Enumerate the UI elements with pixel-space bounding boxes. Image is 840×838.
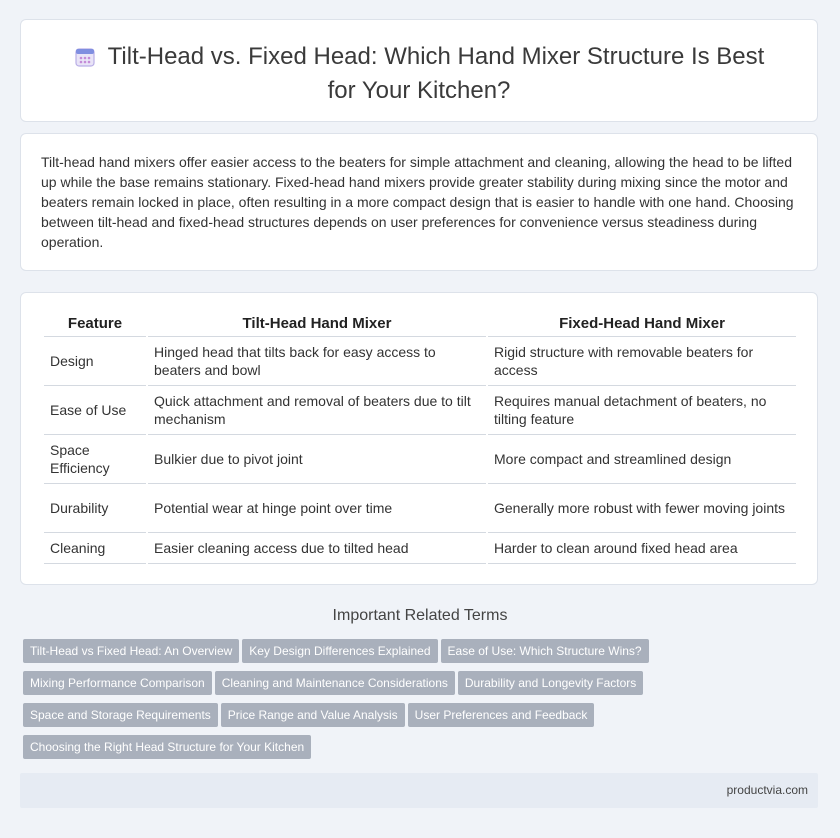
table-row [44, 435, 796, 484]
fixed-head-cell: More compact and streamlined design [488, 435, 796, 484]
related-term-tag[interactable]: User Preferences and Feedback [408, 703, 595, 727]
tilt-head-cell: Hinged head that tilts back for easy access to beaters and bowl [148, 337, 486, 386]
fixed-head-cell: Rigid structure with removable beaters for access [488, 337, 796, 386]
related-term-tag[interactable]: Ease of Use: Which Structure Wins? [441, 639, 649, 663]
related-term-tag[interactable]: Cleaning and Maintenance Considerations [215, 671, 455, 695]
fixed-head-cell: Generally more robust with fewer moving joints [488, 484, 796, 533]
footer-site-link[interactable]: productvia.com [726, 783, 808, 797]
page-title-wrap [61, 42, 777, 106]
feature-cell: Space Efficiency [44, 435, 146, 484]
related-terms-list [23, 639, 663, 767]
related-term-tag[interactable]: Price Range and Value Analysis [221, 703, 405, 727]
column-header-fixed-head: Fixed-Head Hand Mixer [488, 311, 796, 337]
page-title: Tilt-Head vs. Fixed Head: Which Hand Mixer Structure Is Best for Your Kitchen? [107, 43, 765, 104]
feature-cell: Cleaning [44, 533, 146, 564]
column-header-tilt-head: Tilt-Head Hand Mixer [148, 311, 486, 337]
title-card [20, 19, 818, 122]
table-row [44, 484, 796, 533]
comparison-table [42, 311, 798, 564]
intro-card [20, 133, 818, 271]
related-term-tag[interactable]: Key Design Differences Explained [242, 639, 437, 663]
related-term-tag[interactable]: Tilt-Head vs Fixed Head: An Overview [23, 639, 239, 663]
fixed-head-cell: Harder to clean around fixed head area [488, 533, 796, 564]
tilt-head-cell: Easier cleaning access due to tilted head [148, 533, 486, 564]
fixed-head-cell: Requires manual detachment of beaters, no tilting feature [488, 386, 796, 435]
related-term-tag[interactable]: Mixing Performance Comparison [23, 671, 212, 695]
related-term-tag[interactable]: Space and Storage Requirements [23, 703, 218, 727]
table-row [44, 337, 796, 386]
footer-bar [20, 773, 818, 808]
calendar-grid-icon [74, 46, 96, 76]
feature-cell: Ease of Use [44, 386, 146, 435]
tilt-head-cell: Bulkier due to pivot joint [148, 435, 486, 484]
table-row [44, 386, 796, 435]
column-header-feature: Feature [44, 311, 146, 337]
tilt-head-cell: Potential wear at hinge point over time [148, 484, 486, 533]
comparison-card [20, 292, 818, 585]
table-row [44, 533, 796, 564]
feature-cell: Durability [44, 484, 146, 533]
related-term-tag[interactable]: Choosing the Right Head Structure for Your Kitchen [23, 735, 311, 759]
related-terms-heading: Important Related Terms [332, 607, 508, 624]
related-term-tag[interactable]: Durability and Longevity Factors [458, 671, 643, 695]
table-header-row [44, 311, 796, 337]
tilt-head-cell: Quick attachment and removal of beaters due to tilt mechanism [148, 386, 486, 435]
intro-paragraph: Tilt-head hand mixers offer easier access to the beaters for simple attachment and cleaning, allowing the head to be lifted up while the base remains stationary. Fixed-head hand mixers provide greater stability during mixing since the motor and beaters remain locked in place, often resulting in a more compact design that is easier to handle with one hand. Choosing between tilt-head and fixed-head structures depends on user preferences for convenience versus steadiness during operation. [41, 154, 794, 250]
feature-cell: Design [44, 337, 146, 386]
